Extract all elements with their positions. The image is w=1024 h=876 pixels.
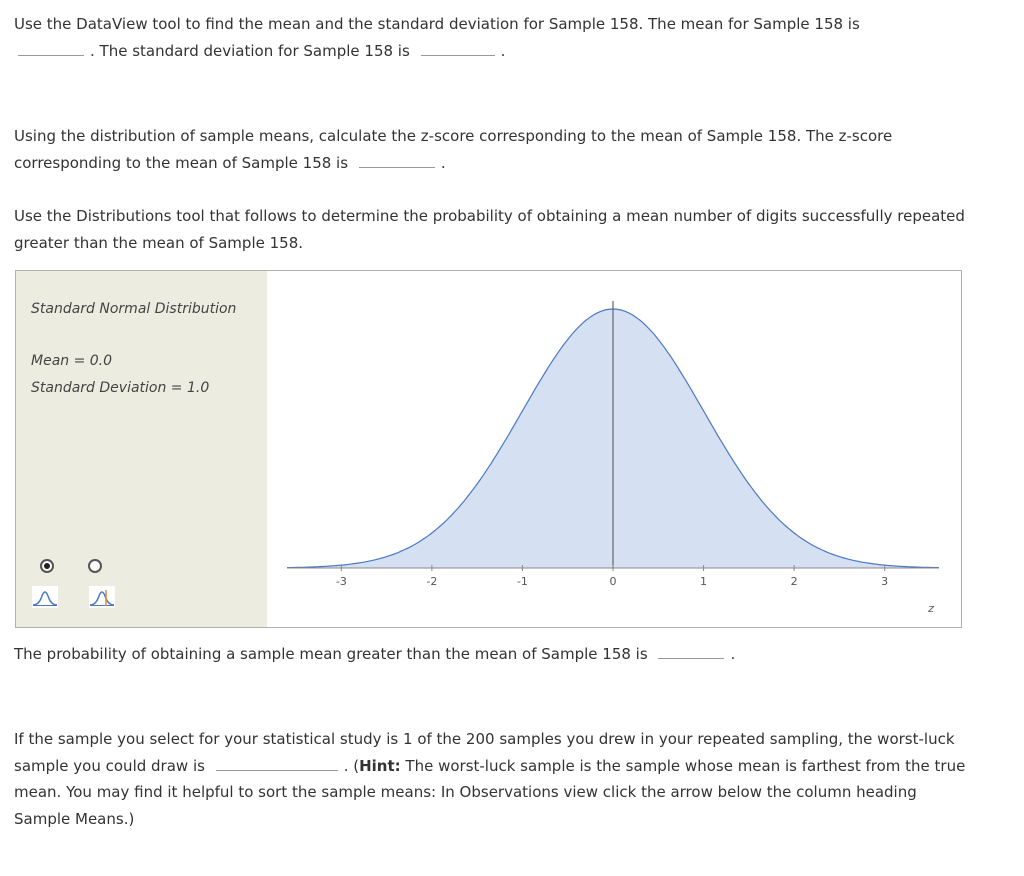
- q5-text-b: . (: [343, 756, 360, 775]
- normal-distribution-plot[interactable]: [267, 271, 961, 627]
- mean-answer-blank[interactable]: [18, 39, 84, 56]
- question-probability: [14, 641, 974, 668]
- mode-radio-area-cutoff[interactable]: [88, 559, 102, 573]
- q1-text-b: . The standard deviation for Sample 158 is: [90, 41, 410, 60]
- q1-text-c: .: [500, 41, 506, 60]
- distributions-tool: [15, 270, 962, 628]
- x-tick-label: -1: [516, 575, 528, 588]
- x-tick-label: 3: [881, 575, 889, 588]
- q2-text-a: Using the distribution of sample means, calculate the z-score corresponding to the mean of Sample 158. The z-score corresponding to the mean of Sample 158 is: [14, 127, 893, 172]
- mean-label: Mean = 0.0: [31, 353, 113, 369]
- x-tick-label: -3: [335, 575, 347, 588]
- question-worst-luck: [14, 726, 974, 832]
- distribution-settings-panel: [16, 271, 267, 627]
- q5-text-c: The worst-luck sample is the sample whose mean is farthest from the true mean. You may find it helpful to sort the sample means: In Observations view click the arrow below the column heading Sample Means.): [14, 756, 966, 828]
- z-score-answer-blank[interactable]: [359, 151, 435, 168]
- q1-text-a: Use the DataView tool to find the mean and the standard deviation for Sample 158. The mean for Sample 158 is: [14, 15, 860, 33]
- probability-answer-blank[interactable]: [658, 642, 724, 659]
- mode-radio-single-tail[interactable]: [40, 559, 54, 573]
- sd-label: Standard Deviation = 1.0: [31, 380, 210, 396]
- q5-text-a: If the sample you select for your statistical study is 1 of the 200 samples you drew in your repeated sampling, the worst-luck sample you could draw is: [14, 730, 955, 775]
- hint-label: Hint:: [359, 756, 401, 775]
- question-distribution-tool: [14, 203, 974, 256]
- sd-answer-blank[interactable]: [421, 39, 495, 56]
- normal-curve-cutoff-icon[interactable]: [89, 586, 115, 608]
- distribution-title: Standard Normal Distribution: [31, 301, 237, 317]
- q2-text-b: .: [440, 153, 446, 172]
- z-axis-label: z: [928, 602, 934, 615]
- question-mean-sd: [14, 11, 974, 64]
- x-tick-label: 2: [790, 575, 798, 588]
- question-z-score: [14, 123, 974, 176]
- x-tick-label: -2: [426, 575, 438, 588]
- x-tick-label: 0: [609, 575, 617, 588]
- normal-curve-icon[interactable]: [32, 586, 58, 608]
- worst-luck-answer-blank[interactable]: [216, 754, 338, 771]
- x-tick-label: 1: [700, 575, 708, 588]
- q4-text-b: .: [730, 645, 736, 663]
- q4-text-a: The probability of obtaining a sample mean greater than the mean of Sample 158 is: [14, 645, 648, 663]
- q3-text: Use the Distributions tool that follows to determine the probability of obtaining a mean number of digits successfully repeated greater than the mean of Sample 158.: [14, 207, 965, 252]
